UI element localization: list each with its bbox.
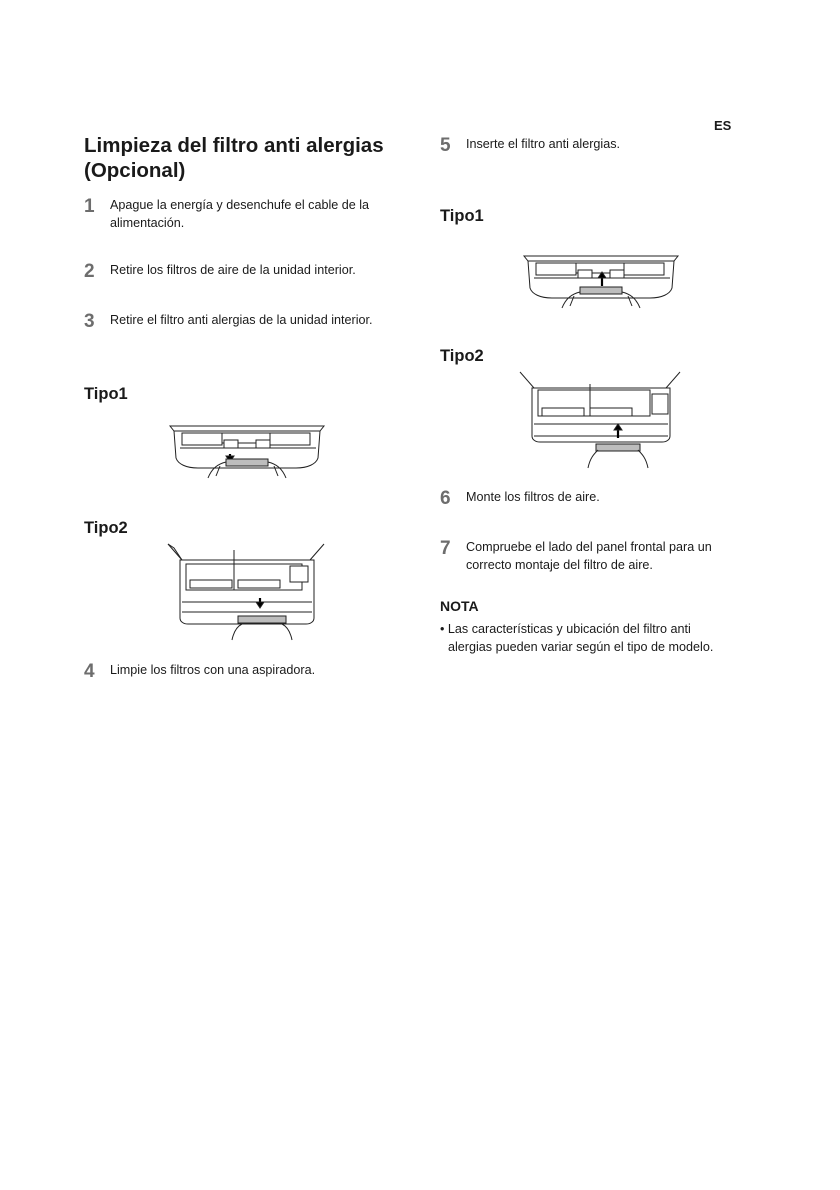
filter-removal-tipo2-illustration: [168, 540, 328, 652]
nota-heading: NOTA: [440, 598, 479, 614]
step-7-number: 7: [440, 538, 451, 559]
step-3-text: Retire el filtro anti alergias de la unidad interior.: [110, 313, 373, 327]
language-code: ES: [714, 118, 732, 133]
step-7-line-2: correcto montaje del filtro de aire.: [466, 557, 653, 572]
step-4-text: Limpie los filtros con una aspiradora.: [110, 663, 316, 677]
tipo1-heading-right: Tipo1: [440, 207, 484, 225]
step-1-line-1: Apague la energía y desenchufe el cable de la: [110, 198, 370, 212]
filter-removal-tipo1-illustration: [168, 420, 328, 482]
step-5-number: 5: [440, 135, 451, 156]
tipo2-heading-left: Tipo2: [84, 519, 128, 537]
step-7-text: [466, 539, 712, 574]
tipo2-heading-right: Tipo2: [440, 347, 484, 365]
step-4-number: 4: [84, 661, 95, 682]
step-6-number: 6: [440, 488, 451, 509]
step-1-line-2: alimentación.: [110, 215, 185, 230]
step-2-number: 2: [84, 261, 95, 282]
step-1-number: 1: [84, 196, 95, 217]
nota-bullet-line-1: • Las características y ubicación del filtro anti: [440, 622, 691, 636]
nota-bullet: [440, 620, 713, 656]
tipo1-heading-left: Tipo1: [84, 385, 128, 403]
filter-insert-tipo1-illustration: [522, 250, 682, 312]
step-5-text: Inserte el filtro anti alergias.: [466, 137, 620, 151]
step-2-text: Retire los filtros de aire de la unidad interior.: [110, 263, 356, 277]
filter-insert-tipo2-illustration: [520, 370, 684, 478]
title-line-2: (Opcional): [84, 159, 186, 182]
title-line-1: Limpieza del filtro anti alergias: [84, 134, 384, 157]
step-6-text: Monte los filtros de aire.: [466, 490, 600, 504]
step-7-line-1: Compruebe el lado del panel frontal para un: [466, 540, 712, 554]
page-title: [84, 133, 384, 183]
step-3-number: 3: [84, 311, 95, 332]
step-1-text: [110, 197, 369, 232]
nota-bullet-line-2: alergias pueden variar según el tipo de modelo.: [448, 640, 714, 654]
